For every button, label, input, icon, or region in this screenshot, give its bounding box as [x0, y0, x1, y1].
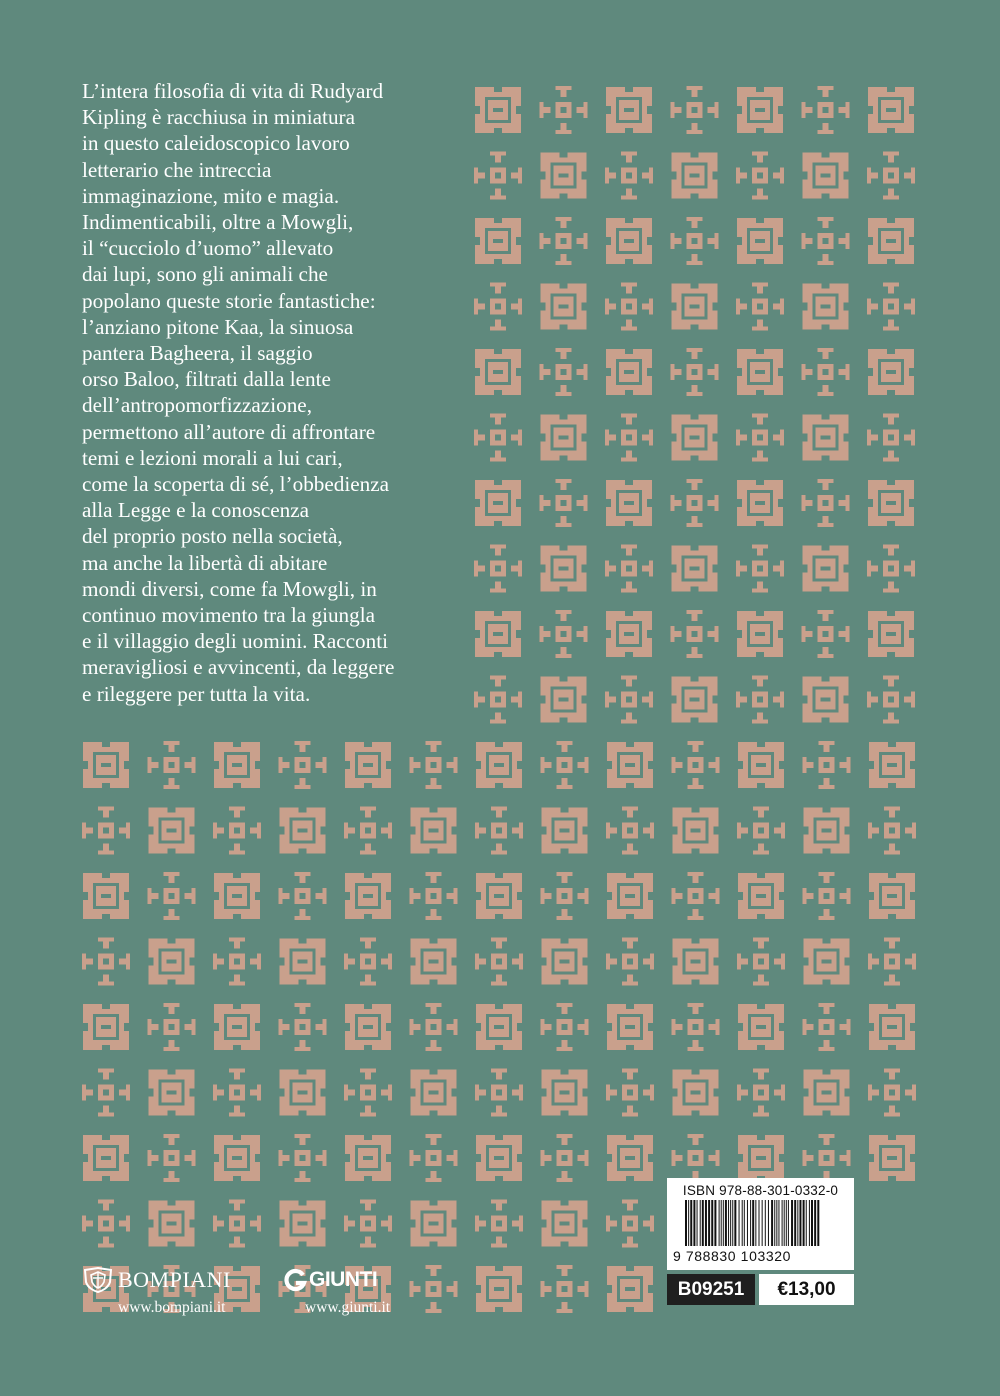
pattern-tile-large	[214, 742, 260, 788]
pattern-tile-large	[738, 1135, 784, 1181]
blurb-line: il “cucciolo d’uomo” allevato	[82, 236, 334, 261]
pattern-tile-small	[737, 1069, 785, 1117]
pattern-tile-large	[738, 742, 784, 788]
blurb-line: continuo movimento tra la giungla	[82, 603, 376, 628]
pattern-tile-small	[671, 348, 719, 396]
pattern-tile-large	[673, 808, 719, 854]
barcode-bar	[688, 1200, 689, 1246]
pattern-tile-small	[736, 152, 784, 200]
barcode-bar	[806, 1200, 807, 1246]
pattern-tile-large	[869, 742, 915, 788]
pattern-tile-small	[672, 741, 720, 789]
pattern-tile-large	[738, 1004, 784, 1050]
pattern-tile-small	[410, 741, 458, 789]
blurb-line: come la scoperta di sé, l’obbedienza	[82, 472, 390, 497]
isbn-number: ISBN 978-88-301-0332-0	[682, 1183, 839, 1198]
pattern-tile-large	[476, 1004, 522, 1050]
pattern-tile-large	[607, 1004, 653, 1050]
pattern-tile-large	[83, 1135, 129, 1181]
pattern-tile-large	[411, 1070, 457, 1116]
blurb-line: e rileggere per tutta la vita.	[82, 681, 311, 706]
pattern-tile-large	[672, 415, 718, 461]
blurb-line: immaginazione, mito e magia.	[82, 183, 340, 208]
pattern-tile-large	[475, 349, 521, 395]
pattern-tile-small	[737, 938, 785, 986]
blurb-line: popolano queste storie fantastiche:	[82, 288, 376, 313]
blurb-line: permettono all’autore di affrontare	[82, 419, 376, 444]
pattern-tile-large	[475, 611, 521, 657]
publisher-url: www.giunti.it	[305, 1299, 391, 1316]
back-cover-blurb	[82, 78, 462, 707]
blurb-line: meravigliosi e avvincenti, da leggere	[82, 655, 395, 680]
publisher-name: BOMPIANI	[118, 1267, 231, 1292]
pattern-tile-small	[148, 1134, 196, 1182]
pattern-tile-large	[606, 611, 652, 657]
pattern-tile-large	[672, 153, 718, 199]
barcode-bar	[730, 1200, 731, 1246]
pattern-tile-small	[474, 283, 522, 331]
pattern-tile-small	[867, 676, 915, 724]
barcode-bar	[721, 1200, 722, 1246]
pattern-tile-large	[868, 349, 914, 395]
pattern-tile-small	[802, 348, 850, 396]
blurb-line: orso Baloo, filtrati dalla lente	[82, 367, 331, 392]
blurb-line: mondi diversi, come fa Mowgli, in	[82, 576, 377, 601]
barcode-bar	[817, 1200, 819, 1246]
barcode-bar	[759, 1200, 760, 1246]
barcode-bar	[744, 1200, 745, 1246]
blurb-line: dell’antropomorfizzazione,	[82, 393, 313, 418]
pattern-tile-small	[475, 807, 523, 855]
pattern-tile-large	[607, 1266, 653, 1312]
barcode-digits: 9 788830 103320	[673, 1248, 791, 1264]
pattern-tile-large	[149, 808, 195, 854]
barcode-bar	[705, 1200, 707, 1246]
pattern-tile-small	[803, 1134, 851, 1182]
blurb-line: Indimenticabili, oltre a Mowgli,	[82, 210, 354, 235]
barcode-bar	[799, 1200, 801, 1246]
pattern-tile-small	[82, 1069, 130, 1117]
pattern-tile-small	[671, 217, 719, 265]
barcode-bar	[711, 1200, 713, 1246]
pattern-tile-small	[344, 938, 392, 986]
pattern-tile-large	[541, 415, 587, 461]
pattern-tile-small	[672, 1134, 720, 1182]
pattern-tile-small	[802, 217, 850, 265]
pattern-tile-large	[803, 284, 849, 330]
pattern-tile-large	[345, 1004, 391, 1050]
pattern-tile-large	[475, 218, 521, 264]
pattern-tile-large	[868, 611, 914, 657]
pattern-tile-small	[82, 938, 130, 986]
pattern-tile-small	[540, 610, 588, 658]
pattern-tile-small	[868, 938, 916, 986]
pattern-tile-small	[802, 86, 850, 134]
pattern-tile-large	[868, 87, 914, 133]
pattern-tile-small	[213, 807, 261, 855]
barcode-bar	[788, 1200, 789, 1246]
pattern-tile-small	[148, 1003, 196, 1051]
barcode-bar	[725, 1200, 727, 1246]
barcode-bar	[776, 1200, 777, 1246]
pattern-tile-large	[737, 87, 783, 133]
pattern-tile-small	[148, 872, 196, 920]
pattern-tile-large	[606, 349, 652, 395]
pattern-tile-large	[280, 1201, 326, 1247]
barcode-bar	[814, 1200, 816, 1246]
publisher-giunti	[283, 1267, 423, 1317]
blurb-line: L’intera filosofia di vita di Rudyard	[82, 79, 384, 103]
barcode-bar	[708, 1200, 710, 1246]
blurb-line: in questo caleidoscopico lavoro	[82, 131, 350, 156]
barcode-bar	[778, 1200, 779, 1246]
barcode-bar	[685, 1200, 687, 1246]
pattern-tile-large	[803, 153, 849, 199]
pattern-tile-small	[803, 1003, 851, 1051]
pattern-tile-large	[411, 939, 457, 985]
pattern-tile-large	[673, 939, 719, 985]
barcode-bar	[791, 1200, 793, 1246]
pattern-tile-large	[606, 218, 652, 264]
pattern-tile-large	[737, 611, 783, 657]
pattern-tile-large	[541, 677, 587, 723]
barcode-bar	[774, 1200, 775, 1246]
pattern-tile-small	[410, 1134, 458, 1182]
pattern-tile-small	[606, 807, 654, 855]
pattern-tile-small	[279, 1003, 327, 1051]
pattern-tile-small	[475, 938, 523, 986]
blurb-line: e il villaggio degli uomini. Racconti	[82, 629, 388, 654]
pattern-tile-large	[475, 480, 521, 526]
pattern-tile-small	[82, 1200, 130, 1248]
pattern-tile-large	[868, 480, 914, 526]
pattern-tile-small	[540, 348, 588, 396]
pattern-tile-small	[605, 676, 653, 724]
pattern-tile-large	[672, 677, 718, 723]
pattern-tile-small	[736, 283, 784, 331]
pattern-tile-large	[541, 284, 587, 330]
pattern-tile-large	[345, 873, 391, 919]
barcode-bar	[768, 1200, 769, 1246]
pattern-tile-small	[672, 1003, 720, 1051]
barcode-bar	[786, 1200, 787, 1246]
barcode-bars	[685, 1200, 837, 1246]
pattern-tile-small	[803, 872, 851, 920]
pattern-tile-small	[671, 86, 719, 134]
barcode-bar	[782, 1200, 783, 1246]
pattern-tile-small	[605, 152, 653, 200]
barcode-bar	[755, 1200, 756, 1246]
pattern-tile-large	[83, 873, 129, 919]
barcode-bar	[693, 1200, 695, 1246]
blurb-line: alla Legge e la conoscenza	[82, 498, 310, 523]
price-tag: €13,00	[759, 1274, 854, 1305]
pattern-tile-large	[411, 808, 457, 854]
pattern-tile-large	[672, 284, 718, 330]
pattern-tile-large	[214, 1004, 260, 1050]
pattern-tile-small	[474, 152, 522, 200]
barcode-bar	[794, 1200, 796, 1246]
pattern-tile-large	[542, 939, 588, 985]
pattern-tile-small	[148, 741, 196, 789]
barcode-bar	[762, 1200, 763, 1246]
publisher-name: GIUNTI	[309, 1268, 378, 1291]
product-code: B09251	[667, 1274, 755, 1305]
barcode-bar	[765, 1200, 766, 1246]
pattern-tile-large	[475, 87, 521, 133]
pattern-tile-large	[476, 873, 522, 919]
blurb-line: del proprio posto nella società,	[82, 524, 343, 549]
pattern-tile-large	[542, 1070, 588, 1116]
pattern-tile-large	[869, 1135, 915, 1181]
pattern-tile-small	[474, 545, 522, 593]
pattern-tile-large	[542, 1201, 588, 1247]
pattern-tile-small	[213, 938, 261, 986]
pattern-tile-large	[214, 873, 260, 919]
pattern-tile-large	[607, 742, 653, 788]
giunti-g-logo-icon	[283, 1268, 307, 1292]
pattern-tile-small	[344, 807, 392, 855]
pattern-tile-large	[607, 1135, 653, 1181]
pattern-tile-small	[736, 545, 784, 593]
pattern-tile-large	[673, 1070, 719, 1116]
pattern-tile-large	[737, 218, 783, 264]
pattern-tile-small	[279, 1134, 327, 1182]
pattern-tile-small	[541, 1265, 589, 1313]
pattern-tile-small	[802, 610, 850, 658]
bompiani-leaf-logo-icon	[82, 1267, 114, 1293]
pattern-tile-small	[540, 86, 588, 134]
pattern-tile-large	[606, 87, 652, 133]
pattern-tile-small	[606, 938, 654, 986]
pattern-tile-small	[474, 414, 522, 462]
pattern-tile-small	[82, 807, 130, 855]
pattern-tile-small	[344, 1200, 392, 1248]
pattern-tile-small	[868, 1069, 916, 1117]
barcode-bar	[723, 1200, 724, 1246]
pattern-tile-small	[737, 807, 785, 855]
pattern-tile-large	[738, 873, 784, 919]
blurb-line: Kipling è racchiusa in miniatura	[82, 105, 355, 130]
pattern-tile-large	[476, 1135, 522, 1181]
publisher-url: www.bompiani.it	[118, 1299, 226, 1316]
pattern-tile-large	[542, 808, 588, 854]
pattern-tile-large	[737, 349, 783, 395]
pattern-tile-small	[541, 1003, 589, 1051]
pattern-tile-small	[541, 741, 589, 789]
barcode-bar	[771, 1200, 773, 1246]
blurb-line: l’anziano pitone Kaa, la sinuosa	[82, 314, 354, 339]
pattern-tile-large	[804, 1070, 850, 1116]
barcode-bar	[728, 1200, 729, 1246]
pattern-tile-small	[671, 479, 719, 527]
pattern-tile-large	[149, 939, 195, 985]
pattern-tile-large	[607, 873, 653, 919]
pattern-tile-small	[213, 1200, 261, 1248]
pattern-tile-large	[411, 1201, 457, 1247]
barcode-bar	[732, 1200, 733, 1246]
pattern-tile-small	[474, 676, 522, 724]
pattern-tile-large	[345, 742, 391, 788]
pattern-tile-small	[344, 1069, 392, 1117]
pattern-tile-small	[540, 479, 588, 527]
pattern-tile-small	[802, 479, 850, 527]
blurb-line: pantera Bagheera, il saggio	[82, 341, 313, 366]
pattern-tile-small	[672, 872, 720, 920]
pattern-tile-small	[736, 414, 784, 462]
pattern-tile-small	[410, 1003, 458, 1051]
pattern-tile-large	[541, 546, 587, 592]
barcode-bar	[752, 1200, 754, 1246]
pattern-tile-small	[868, 807, 916, 855]
pattern-tile-large	[280, 1070, 326, 1116]
pattern-tile-large	[672, 546, 718, 592]
barcode-bar	[742, 1200, 743, 1246]
pattern-tile-large	[737, 480, 783, 526]
pattern-tile-small	[540, 217, 588, 265]
pattern-tile-large	[803, 546, 849, 592]
barcode-bar	[734, 1200, 736, 1246]
pattern-tile-small	[671, 610, 719, 658]
pattern-tile-large	[869, 1004, 915, 1050]
pattern-tile-small	[279, 741, 327, 789]
pattern-tile-small	[475, 1200, 523, 1248]
barcode-bar	[803, 1200, 805, 1246]
pattern-tile-large	[214, 1135, 260, 1181]
barcode-bar	[750, 1200, 751, 1246]
pattern-tile-small	[279, 872, 327, 920]
pattern-tile-large	[149, 1070, 195, 1116]
barcode-bar	[797, 1200, 798, 1246]
pattern-tile-large	[280, 939, 326, 985]
pattern-tile-small	[475, 1069, 523, 1117]
pattern-tile-large	[149, 1201, 195, 1247]
pattern-tile-large	[83, 742, 129, 788]
publisher-bompiani	[82, 1267, 252, 1317]
barcode-label	[667, 1178, 854, 1270]
pattern-tile-small	[867, 414, 915, 462]
pattern-tile-small	[541, 1134, 589, 1182]
blurb-line: ma anche la libertà di abitare	[82, 550, 328, 575]
barcode-bar	[811, 1200, 813, 1246]
blurb-line: dai lupi, sono gli animali che	[82, 262, 328, 287]
pattern-tile-small	[606, 1200, 654, 1248]
pattern-tile-small	[803, 741, 851, 789]
pattern-tile-large	[83, 1004, 129, 1050]
pattern-tile-small	[410, 872, 458, 920]
pattern-tile-large	[804, 939, 850, 985]
pattern-tile-large	[476, 742, 522, 788]
barcode-bar	[700, 1200, 701, 1246]
pattern-tile-small	[867, 152, 915, 200]
pattern-tile-large	[476, 1266, 522, 1312]
pattern-tile-small	[867, 545, 915, 593]
pattern-tile-large	[345, 1135, 391, 1181]
blurb-line: letterario che intreccia	[82, 157, 272, 182]
pattern-tile-small	[605, 283, 653, 331]
pattern-tile-small	[213, 1069, 261, 1117]
pattern-tile-large	[280, 808, 326, 854]
pattern-tile-large	[541, 153, 587, 199]
blurb-line: temi e lezioni morali a lui cari,	[82, 445, 343, 470]
barcode-bar	[702, 1200, 704, 1246]
pattern-tile-large	[804, 808, 850, 854]
pattern-tile-small	[541, 872, 589, 920]
barcode-bar	[697, 1200, 698, 1246]
pattern-tile-small	[605, 414, 653, 462]
barcode-bar	[714, 1200, 716, 1246]
barcode-bar	[690, 1200, 692, 1246]
pattern-tile-large	[869, 873, 915, 919]
pattern-tile-small	[736, 676, 784, 724]
pattern-tile-small	[606, 1069, 654, 1117]
pattern-tile-large	[803, 677, 849, 723]
pattern-tile-large	[868, 218, 914, 264]
barcode-bar	[747, 1200, 748, 1246]
barcode-bar	[739, 1200, 740, 1246]
barcode-bar	[809, 1200, 810, 1246]
barcode-bar	[784, 1200, 785, 1246]
pattern-tile-small	[867, 283, 915, 331]
pattern-tile-large	[803, 415, 849, 461]
pattern-tile-large	[606, 480, 652, 526]
pattern-tile-small	[605, 545, 653, 593]
barcode-bar	[719, 1200, 720, 1246]
